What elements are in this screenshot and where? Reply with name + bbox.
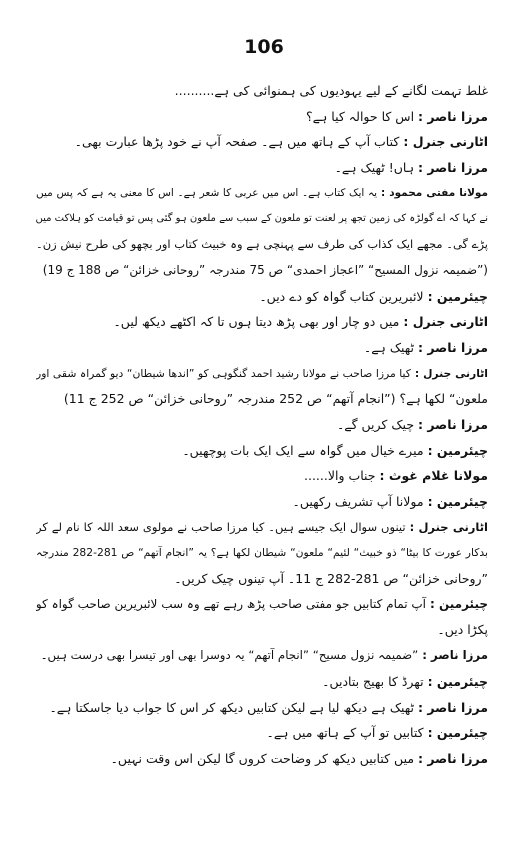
line-text: ہاں! ٹھیک ہے۔ [334, 160, 415, 176]
speaker-label: مرزا ناصر : [418, 416, 488, 432]
line-text: نے کہا کہ اے گولڑہ کی زمین تجھ پر لعنت تو ملعون کے سبب سے ملعون ہو گئی پس تو قیامت کو ہلاکت میں [36, 213, 488, 225]
speaker-label: مولانا مفتی محمود : [381, 186, 488, 199]
line-text: تھرڈ کا بھیج بتادیں۔ [322, 673, 424, 689]
speaker-label: اٹارنی جنرل : [414, 366, 488, 380]
text-line [36, 361, 488, 387]
speaker-label: اٹارنی جنرل : [409, 519, 488, 534]
text-line [36, 720, 488, 746]
text-line [36, 592, 488, 618]
line-text: میں کتابیں دیکھ کر وضاحت کروں گا لیکن اس وقت نہیں۔ [110, 750, 415, 766]
text-line [36, 78, 488, 104]
line-text: ٹھیک ہے۔ [363, 339, 415, 355]
line-text: مولانا آپ تشریف رکھیں۔ [292, 494, 424, 509]
line-text: کتابیں تو آپ کے ہاتھ میں ہے۔ [266, 725, 424, 741]
speaker-label: چیئرمین : [427, 288, 488, 304]
text-line [36, 258, 488, 284]
speaker-label: مرزا ناصر : [422, 648, 488, 663]
speaker-label: مرزا ناصر : [418, 108, 488, 124]
line-text: ”روحانی خزائن“ ص 281-282 ج 11۔ آپ تینوں چیک کریں۔ [174, 571, 488, 587]
text-line [36, 309, 488, 335]
text-line [36, 386, 488, 412]
text-line [36, 412, 488, 438]
line-text: کتاب آپ کے ہاتھ میں ہے۔ صفحہ آپ نے خود پڑھا عبارت بھی۔ [74, 134, 400, 150]
speaker-label: چیئرمین : [427, 442, 488, 458]
speaker-label: مرزا ناصر : [418, 160, 488, 176]
speaker-label: چیئرمین : [427, 725, 488, 741]
text-line [36, 540, 488, 566]
text-line [36, 463, 488, 489]
speaker-label: مرزا ناصر : [418, 339, 488, 355]
text-line [36, 438, 488, 464]
text-line [36, 489, 488, 515]
text-line [36, 155, 488, 181]
text-line [36, 206, 488, 232]
speaker-label: مولانا غلام غوث : [379, 468, 488, 484]
line-text: ٹھیک ہے دیکھ لیا ہے لیکن کتابیں دیکھ کر اس کا جواب دیا جاسکتا ہے۔ [49, 699, 415, 715]
line-text: اس کا حوالہ کیا ہے؟ [306, 108, 415, 124]
line-text: بدکار عورت کا بیٹا“ ذو خبیث“ لئیم“ ملعون“ شیطان لکھا ہے؟ یہ ”انجام آتھم“ ص 281-282 مندرجہ [36, 546, 488, 560]
text-line [36, 643, 488, 669]
speaker-label: مرزا ناصر : [418, 699, 488, 715]
speaker-label: چیئرمین : [427, 494, 488, 509]
line-text: پڑے گی۔ مجھے ایک کذاب کی طرف سے پہنچی ہے وہ خبیث کتاب اور بچھو کی طرح نیش زن۔ [36, 237, 488, 252]
line-text: لائبریرین کتاب گواہ کو دے دیں۔ [259, 288, 424, 304]
text-line [36, 335, 488, 361]
line-text: یہ ایک کتاب ہے۔ اس میں عربی کا شعر ہے۔ اس کا معنی یہ ہے کہ پس میں [36, 186, 378, 199]
line-text: میں دو چار اور بھی پڑھ دیتا ہوں تا کہ اکٹھے دیکھ لیں۔ [113, 314, 400, 330]
line-text: پکڑا دیں۔ [437, 622, 488, 638]
line-text: ملعون“ لکھا ہے؟ (”انجام آتھم“ ص 252 مندرجہ ”روحانی خزائن“ ص 252 ج 11) [63, 391, 488, 407]
text-line [36, 515, 488, 541]
line-text: تینوں سوال ایک جیسے ہیں۔ کیا مرزا صاحب نے مولوی سعد اللہ کا نام لے کر [36, 519, 406, 534]
speaker-label: مرزا ناصر : [418, 750, 488, 766]
speaker-label: اٹارنی جنرل : [403, 134, 488, 150]
line-text: کیا مرزا صاحب نے مولانا رشید احمد گنگوہی کو ”اندھا شیطان“ دیو گمراہ شقی اور [36, 366, 411, 380]
text-line [36, 669, 488, 695]
text-line [36, 695, 488, 721]
text-line [36, 104, 488, 130]
line-text: جناب والا...... [304, 468, 376, 484]
text-line [36, 232, 488, 258]
document-body [36, 78, 488, 772]
page-number: 106 [244, 36, 284, 58]
line-text: ”ضمیمہ نزول مسیح“ ”انجام آتھم“ یہ دوسرا بھی اور تیسرا بھی درست ہیں۔ [40, 648, 419, 663]
line-text: آپ تمام کتابیں جو مفتی صاحب پڑھ رہے تھے وہ سب لائبریرین صاحب گواہ کو [36, 596, 426, 611]
line-text: چیک کریں گے۔ [336, 416, 415, 432]
speaker-label: چیئرمین : [429, 596, 488, 611]
text-line [36, 746, 488, 772]
text-line [36, 129, 488, 155]
speaker-label: اٹارنی جنرل : [403, 314, 488, 330]
line-text: میرے خیال میں گواہ سے ایک ایک بات پوچھیں۔ [182, 442, 424, 458]
text-line [36, 284, 488, 310]
text-line [36, 566, 488, 592]
speaker-label: چیئرمین : [427, 673, 488, 689]
text-line [36, 181, 488, 207]
line-text: غلط تہمت لگانے کے لیے یہودیوں کی ہمنوائی کی ہے.......... [174, 83, 488, 98]
text-line [36, 617, 488, 643]
line-text: (”ضمیمہ نزول المسیح“ ”اعجاز احمدی“ ص 75 مندرجہ ”روحانی خزائن“ ص 188 ج 19) [42, 262, 488, 277]
